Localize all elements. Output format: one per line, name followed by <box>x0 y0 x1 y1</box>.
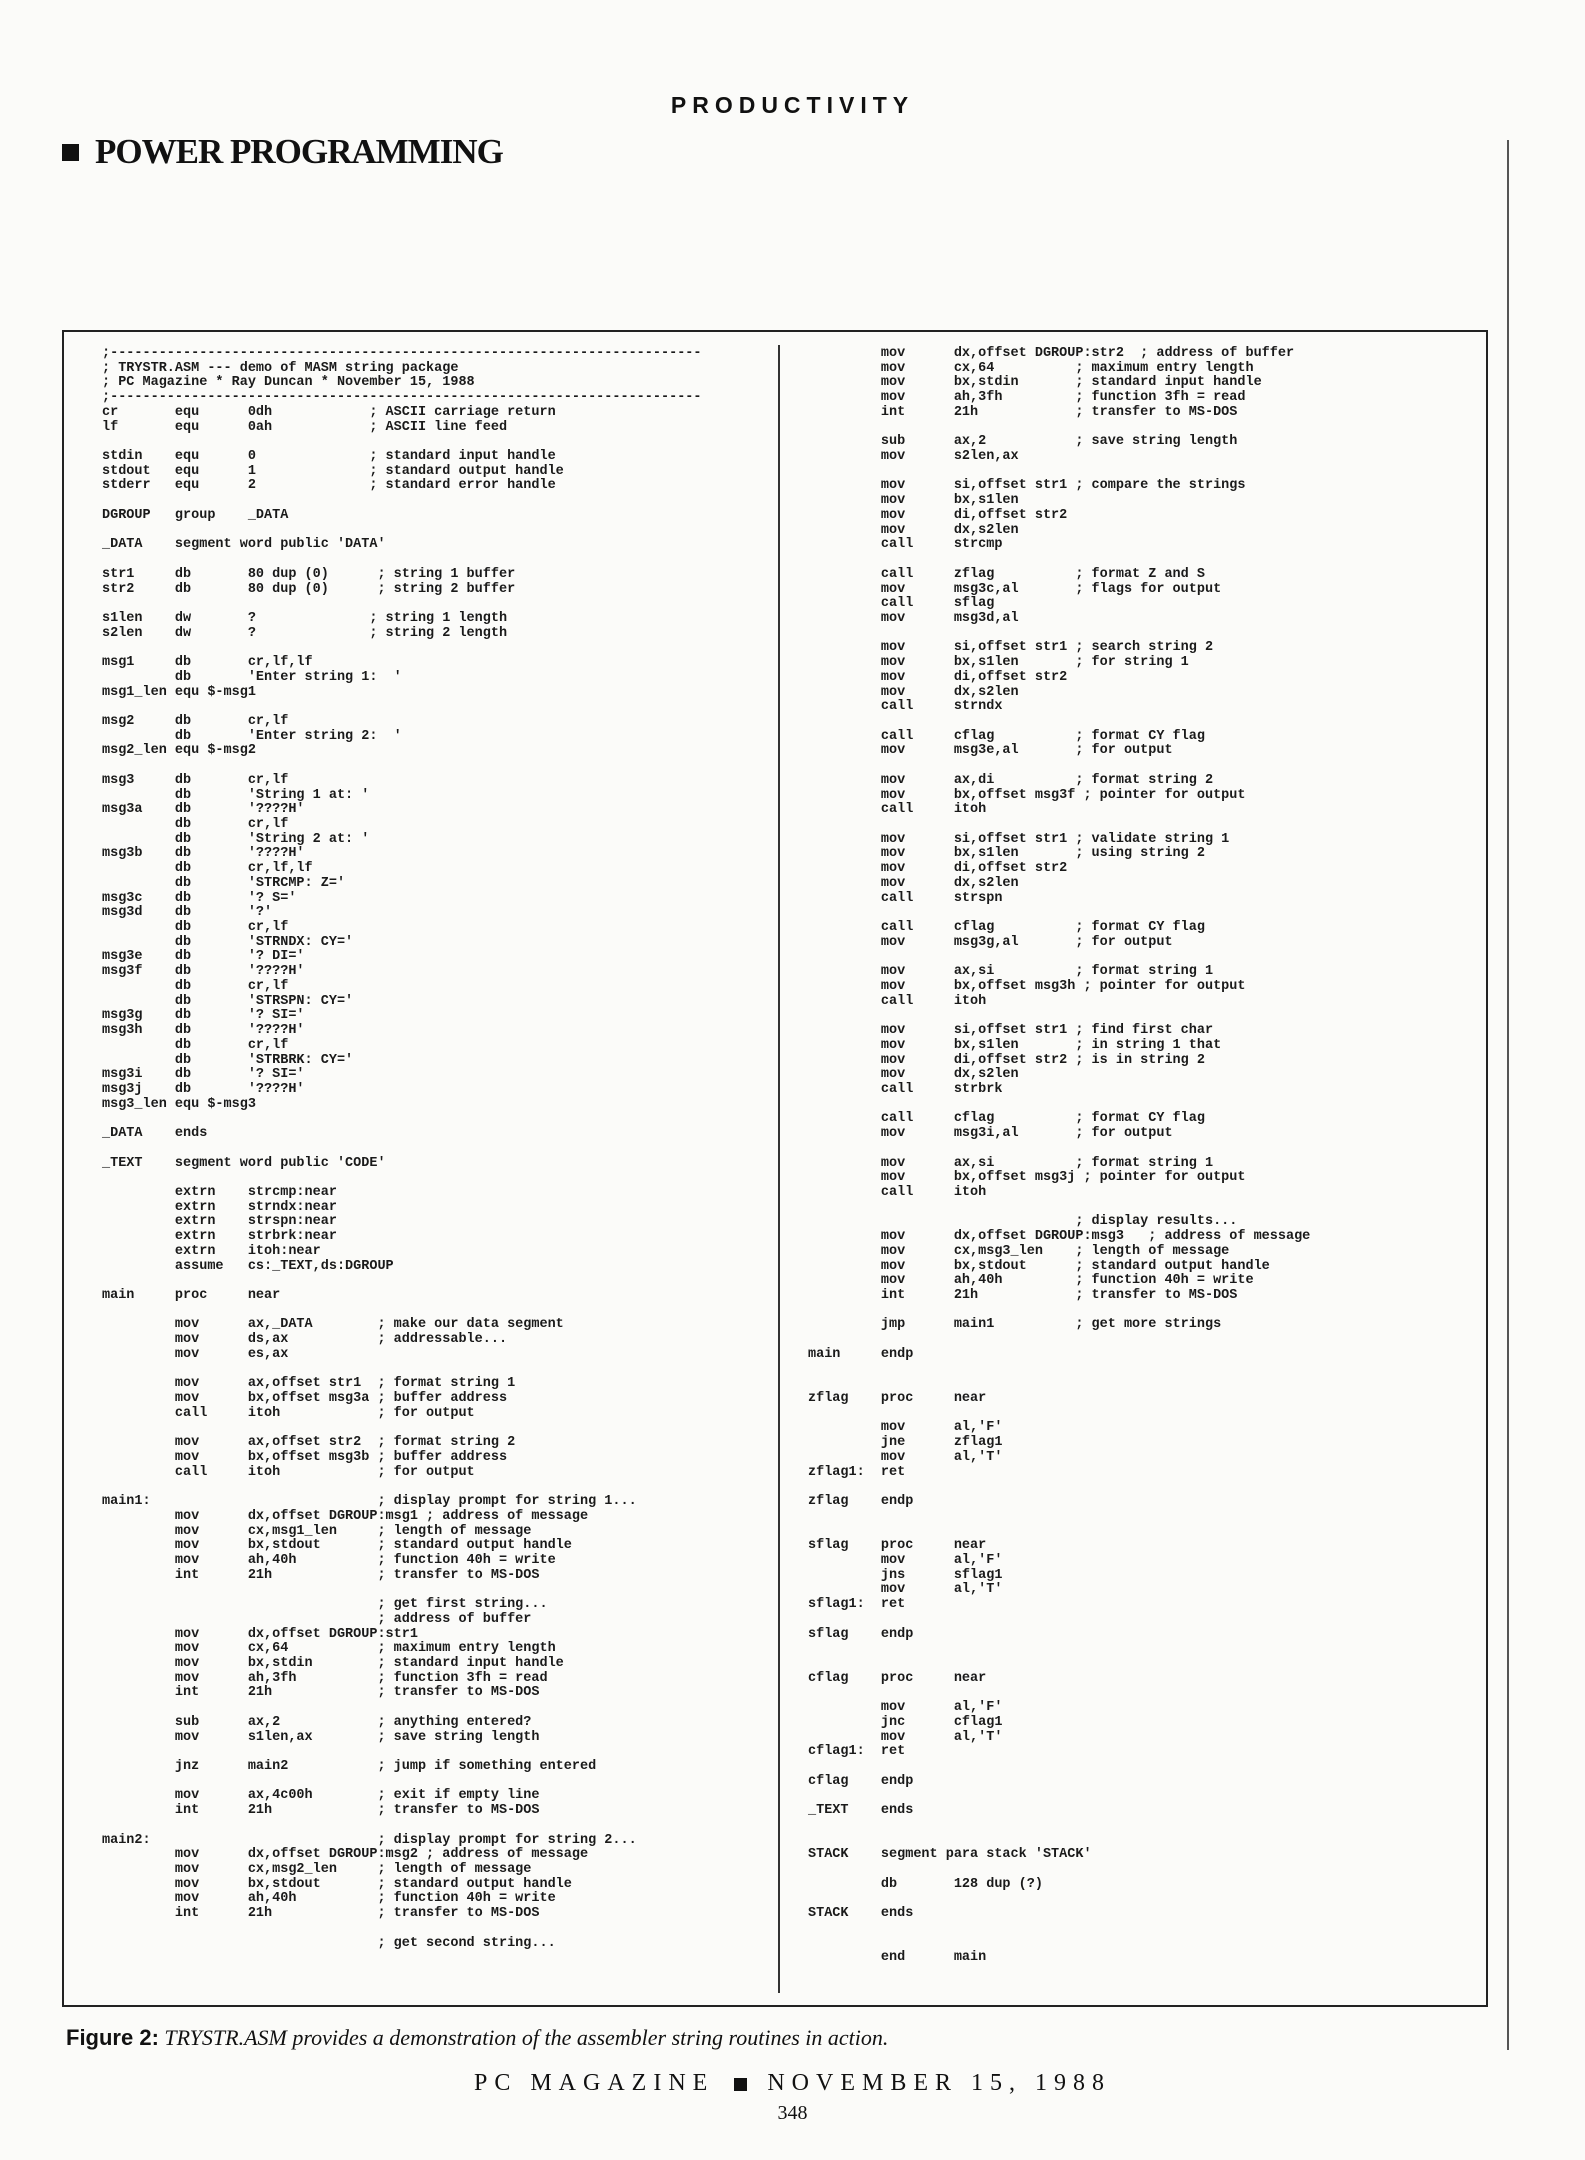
code-left-line <box>102 1304 702 1319</box>
code-left-line <box>102 700 702 715</box>
code-left-line: str1 db 80 dup (0) ; string 1 buffer <box>102 566 516 582</box>
code-left-line: db cr,lf <box>102 817 289 832</box>
code-left-line: db cr,lf <box>102 1037 289 1053</box>
code-left-line: msg3i db '? SI=' <box>102 1067 305 1083</box>
code-left-line: _TEXT segment word public 'CODE' <box>102 1155 386 1171</box>
code-right-line <box>808 1480 1310 1495</box>
code-right-line: call cflag ; format CY flag <box>808 728 1205 744</box>
code-left-line: int 21h ; transfer to MS-DOS <box>102 1906 540 1922</box>
code-right-line: zflag1: ret <box>808 1464 906 1480</box>
code-left-line: s1len dw ? ; string 1 length <box>102 610 508 626</box>
code-right-line: mov ax,di ; format string 2 <box>808 772 1214 788</box>
code-left-line: lf equ 0ah ; ASCII line feed <box>102 419 508 435</box>
code-left-line: int 21h ; transfer to MS-DOS <box>102 1567 540 1583</box>
code-left-line: s2len dw ? ; string 2 length <box>102 625 508 641</box>
code-left-line: mov dx,offset DGROUP:str1 <box>102 1626 418 1642</box>
code-right-line: call cflag ; format CY flag <box>808 920 1205 936</box>
code-right-line: mov al,'F' <box>808 1420 1003 1436</box>
page-footer <box>0 2070 1585 2097</box>
code-left-line <box>102 1775 702 1790</box>
code-left-line: extrn strndx:near <box>102 1199 337 1215</box>
code-right-line <box>808 906 1310 921</box>
code-left-line: db 'Enter string 1: ' <box>102 669 402 685</box>
code-left-line: mov ax,offset str1 ; format string 1 <box>102 1376 516 1392</box>
code-left-line: ; PC Magazine * Ray Duncan * November 15, 1988 <box>102 375 475 391</box>
code-right-line: mov si,offset str1 ; find first char <box>808 1023 1214 1039</box>
code-left-line <box>102 1171 702 1186</box>
code-left-line: mov ax,4c00h ; exit if empty line <box>102 1788 540 1804</box>
section-header: PRODUCTIVITY <box>670 92 915 118</box>
code-right-line: call strndx <box>808 699 1003 715</box>
code-left-line <box>102 435 702 450</box>
code-left-line: msg3 db cr,lf <box>102 772 289 788</box>
code-left-line: call itoh ; for output <box>102 1464 475 1480</box>
footer-publication: PC MAGAZINE <box>473 2070 715 2096</box>
code-left-line: db cr,lf <box>102 920 289 936</box>
code-left-line: db 'String 1 at: ' <box>102 787 370 803</box>
code-right-line: mov dx,s2len <box>808 522 1019 538</box>
code-right-line: jnc cflag1 <box>808 1714 1003 1730</box>
code-left-line <box>102 1480 702 1495</box>
code-right-line: mov bx,s1len ; for string 1 <box>808 655 1189 671</box>
code-left-line: ;------------------------------------------------------------------------- <box>102 346 702 361</box>
code-left-line <box>102 641 702 656</box>
code-left-line: msg2 db cr,lf <box>102 713 289 729</box>
code-right-line: sflag endp <box>808 1626 914 1642</box>
code-right-line: sub ax,2 ; save string length <box>808 434 1238 450</box>
code-right-line <box>808 1863 1310 1878</box>
code-right-line: mov bx,s1len <box>808 493 1019 509</box>
code-right-line: mov al,'T' <box>808 1729 1003 1745</box>
code-right-line: mov dx,s2len <box>808 875 1019 891</box>
code-right-line <box>808 1363 1310 1378</box>
code-right-line: mov msg3g,al ; for output <box>808 934 1173 950</box>
code-left-line: mov ah,40h ; function 40h = write <box>102 1552 556 1568</box>
code-right-line <box>808 1834 1310 1849</box>
code-left-line: mov s1len,ax ; save string length <box>102 1729 540 1745</box>
code-right-line: call sflag <box>808 596 995 612</box>
code-left-line: mov bx,offset msg3a ; buffer address <box>102 1391 508 1407</box>
code-right-line: mov msg3d,al <box>808 610 1019 626</box>
code-left-line: msg3f db '????H' <box>102 964 305 980</box>
code-left-line: stderr equ 2 ; standard error handle <box>102 478 556 494</box>
code-right-line: mov di,offset str2 <box>808 669 1068 685</box>
code-right-line: mov bx,offset msg3h ; pointer for output <box>808 978 1246 994</box>
code-right-line: db 128 dup (?) <box>808 1876 1043 1892</box>
code-left-line: DGROUP group _DATA <box>102 507 289 523</box>
code-right-line: mov al,'T' <box>808 1582 1003 1598</box>
caption-text: TRYSTR.ASM provides a demonstration of the assembler string routines in action. <box>164 2025 889 2050</box>
code-left-line: extrn itoh:near <box>102 1243 321 1259</box>
code-left-line: sub ax,2 ; anything entered? <box>102 1714 532 1730</box>
code-left-line: db 'STRBRK: CY=' <box>102 1052 354 1068</box>
code-left-line: stdout equ 1 ; standard output handle <box>102 463 564 479</box>
code-left-line <box>102 1363 702 1378</box>
code-right-line: call zflag ; format Z and S <box>808 566 1205 582</box>
code-right-line: mov dx,s2len <box>808 684 1019 700</box>
code-left-line: stdin equ 0 ; standard input handle <box>102 449 556 465</box>
code-left-line: mov ah,40h ; function 40h = write <box>102 1891 556 1907</box>
code-right-line <box>808 1333 1310 1348</box>
code-right-line: ; display results... <box>808 1214 1238 1230</box>
code-left-line: main proc near <box>102 1288 281 1303</box>
code-left-line: int 21h ; transfer to MS-DOS <box>102 1803 540 1819</box>
code-left-line: main1: ; display prompt for string 1... <box>102 1494 637 1510</box>
code-left-line: msg3_len equ $-msg3 <box>102 1096 256 1112</box>
page-headline <box>62 132 503 172</box>
code-left-line: db 'STRSPN: CY=' <box>102 993 354 1009</box>
code-left-line <box>102 1701 702 1716</box>
code-right-line: call strcmp <box>808 537 1003 553</box>
code-right-line: mov cx,64 ; maximum entry length <box>808 360 1254 376</box>
code-left-line: _DATA ends <box>102 1126 208 1142</box>
code-right-line <box>808 1613 1310 1628</box>
code-left-line: cr equ 0dh ; ASCII carriage return <box>102 404 556 420</box>
code-left-line: mov bx,stdin ; standard input handle <box>102 1655 564 1671</box>
code-right-line: sflag1: ret <box>808 1597 906 1613</box>
headline-text: POWER PROGRAMMING <box>95 132 503 171</box>
code-left-line: db 'STRCMP: Z=' <box>102 875 346 891</box>
footer-date: NOVEMBER 15, 1988 <box>767 2070 1111 2096</box>
code-right-line: mov msg3e,al ; for output <box>808 743 1173 759</box>
code-left-line: main2: ; display prompt for string 2... <box>102 1832 637 1848</box>
code-left-line: mov ds,ax ; addressable... <box>102 1332 508 1348</box>
code-right-line: _TEXT ends <box>808 1803 914 1819</box>
code-right-line <box>808 950 1310 965</box>
code-right-line: jne zflag1 <box>808 1435 1003 1451</box>
code-right-line: sflag proc near <box>808 1538 987 1554</box>
code-left-line: ;------------------------------------------------------------------------- <box>102 390 702 406</box>
code-left-line: mov es,ax <box>102 1346 289 1362</box>
code-left-line: msg1_len equ $-msg1 <box>102 684 256 700</box>
code-left-line <box>102 1142 702 1157</box>
code-left-line <box>102 1112 702 1127</box>
code-left-line: msg3j db '????H' <box>102 1081 305 1097</box>
code-left-line: mov bx,stdout ; standard output handle <box>102 1876 572 1892</box>
code-left-line <box>102 1421 702 1436</box>
code-left-line <box>102 1819 702 1834</box>
code-left-line: mov dx,offset DGROUP:msg1 ; address of message <box>102 1508 589 1524</box>
code-right-line: cflag proc near <box>808 1670 987 1686</box>
code-right-line: mov si,offset str1 ; compare the strings <box>808 478 1246 494</box>
code-left-line: msg3c db '? S=' <box>102 890 297 906</box>
code-right-line: mov bx,s1len ; using string 2 <box>808 846 1205 862</box>
code-right-line <box>808 818 1310 833</box>
code-left-line <box>102 597 702 612</box>
code-left-line: jnz main2 ; jump if something entered <box>102 1759 597 1774</box>
code-right-line: int 21h ; transfer to MS-DOS <box>808 404 1238 420</box>
figure-caption <box>66 2025 888 2051</box>
caption-label: Figure 2: <box>66 2025 159 2050</box>
code-right-line: STACK segment para stack 'STACK' <box>808 1847 1092 1863</box>
code-right-line: main endp <box>808 1346 914 1362</box>
code-right-line: mov ah,40h ; function 40h = write <box>808 1273 1254 1289</box>
code-right-line <box>808 1642 1310 1657</box>
code-right-line: call cflag ; format CY flag <box>808 1111 1205 1127</box>
code-left-line: mov ah,3fh ; function 3fh = read <box>102 1670 548 1686</box>
code-left-line: ; get second string... <box>102 1935 556 1951</box>
code-left-line <box>102 1922 702 1937</box>
code-right-line: mov msg3i,al ; for output <box>808 1126 1173 1142</box>
code-right-line <box>808 1657 1310 1672</box>
code-right-line <box>808 553 1310 568</box>
code-right-line: mov bx,s1len ; in string 1 that <box>808 1037 1222 1053</box>
code-right-line: int 21h ; transfer to MS-DOS <box>808 1288 1238 1303</box>
footer-separator-icon <box>734 2078 747 2091</box>
code-left-line: extrn strbrk:near <box>102 1229 337 1245</box>
code-left-line: db 'STRNDX: CY=' <box>102 934 354 950</box>
code-right-line <box>808 1407 1310 1422</box>
code-left-line <box>102 553 702 568</box>
code-left-line: msg1 db cr,lf,lf <box>102 655 313 671</box>
code-right-line: mov s2len,ax <box>808 449 1019 465</box>
code-right-line <box>808 627 1310 642</box>
code-left-line: msg3a db '????H' <box>102 802 305 818</box>
code-right-line <box>808 1377 1310 1392</box>
code-right-line: mov dx,offset DGROUP:str2 ; address of buffer <box>808 346 1295 361</box>
code-right-line: mov al,'T' <box>808 1449 1003 1465</box>
code-right-line <box>808 1304 1310 1319</box>
headline-bullet-icon <box>62 144 79 161</box>
code-right-line: cflag1: ret <box>808 1744 906 1760</box>
code-right-line: end main <box>808 1950 987 1966</box>
code-right-line: mov al,'F' <box>808 1700 1003 1716</box>
code-left-line: ; get first string... <box>102 1597 548 1613</box>
code-right-line <box>808 1819 1310 1834</box>
code-left-line: msg3b db '????H' <box>102 846 305 862</box>
code-left-line: msg3d db '?' <box>102 905 273 921</box>
code-right-line <box>808 1789 1310 1804</box>
code-left-line: int 21h ; transfer to MS-DOS <box>102 1685 540 1701</box>
code-right-line: mov ax,si ; format string 1 <box>808 1155 1214 1171</box>
code-right-line: mov cx,msg3_len ; length of message <box>808 1243 1230 1259</box>
code-right-line: jns sflag1 <box>808 1567 1003 1583</box>
code-right-line: mov di,offset str2 <box>808 861 1068 877</box>
code-left-line: extrn strspn:near <box>102 1214 337 1230</box>
code-left-line: mov bx,offset msg3b ; buffer address <box>102 1449 508 1465</box>
code-right-line: call strspn <box>808 890 1003 906</box>
code-right-line <box>808 1686 1310 1701</box>
code-left-line: mov cx,msg2_len ; length of message <box>102 1862 532 1878</box>
code-right-line <box>808 1142 1310 1157</box>
code-right-line: cflag endp <box>808 1773 914 1789</box>
page-right-rule <box>1507 140 1509 2050</box>
code-left-line: ; TRYSTR.ASM --- demo of MASM string package <box>102 360 459 376</box>
code-left-line: mov ax,offset str2 ; format string 2 <box>102 1435 516 1451</box>
code-right-line <box>808 1937 1310 1952</box>
code-left-line <box>102 1274 702 1289</box>
code-right-line <box>808 1009 1310 1024</box>
code-left-line: call itoh ; for output <box>102 1405 475 1421</box>
code-right-line: zflag endp <box>808 1494 914 1510</box>
code-left-line <box>102 1583 702 1598</box>
code-right-line: mov bx,offset msg3j ; pointer for output <box>808 1170 1246 1186</box>
code-left-line: assume cs:_TEXT,ds:DGROUP <box>102 1258 394 1274</box>
code-left-line: extrn strcmp:near <box>102 1184 337 1200</box>
code-left-line: db 'String 2 at: ' <box>102 831 370 847</box>
code-right-line <box>808 1525 1310 1540</box>
code-right-line: mov ah,3fh ; function 3fh = read <box>808 390 1246 406</box>
code-right-line: STACK ends <box>808 1906 914 1922</box>
code-right-line: mov bx,stdin ; standard input handle <box>808 375 1262 391</box>
code-left-line: mov bx,stdout ; standard output handle <box>102 1538 572 1554</box>
code-listing-left <box>102 347 702 1951</box>
code-right-line: mov bx,offset msg3f ; pointer for output <box>808 787 1246 803</box>
code-right-line: mov dx,offset DGROUP:msg3 ; address of message <box>808 1229 1311 1245</box>
code-right-line: jmp main1 ; get more strings <box>808 1317 1222 1333</box>
code-right-line <box>808 1760 1310 1775</box>
code-left-line <box>102 759 702 774</box>
code-right-line: mov dx,s2len <box>808 1067 1019 1083</box>
code-left-line: db cr,lf <box>102 978 289 994</box>
code-right-line: mov al,'F' <box>808 1552 1003 1568</box>
code-left-line: db 'Enter string 2: ' <box>102 728 402 744</box>
code-right-line <box>808 421 1310 436</box>
code-right-line: zflag proc near <box>808 1391 987 1407</box>
code-left-line: db cr,lf,lf <box>102 861 313 877</box>
code-right-line <box>808 759 1310 774</box>
code-right-line <box>808 1510 1310 1525</box>
code-left-line <box>102 1745 702 1760</box>
code-left-line: msg3e db '? DI=' <box>102 949 305 965</box>
code-right-line: mov si,offset str1 ; validate string 1 <box>808 831 1230 847</box>
page-number: 348 <box>777 2102 808 2124</box>
code-right-line <box>808 1098 1310 1113</box>
code-right-line <box>808 465 1310 480</box>
code-right-line <box>808 715 1310 730</box>
code-right-line: mov di,offset str2 ; is in string 2 <box>808 1052 1205 1068</box>
code-right-line: call itoh <box>808 993 987 1009</box>
code-left-line: ; address of buffer <box>102 1611 532 1627</box>
code-left-line: str2 db 80 dup (0) ; string 2 buffer <box>102 581 516 597</box>
code-right-line: mov di,offset str2 <box>808 507 1068 523</box>
code-left-line: mov dx,offset DGROUP:msg2 ; address of message <box>102 1847 589 1863</box>
code-left-line: mov cx,msg1_len ; length of message <box>102 1523 532 1539</box>
code-right-line <box>808 1201 1310 1216</box>
code-left-line: msg3g db '? SI=' <box>102 1008 305 1024</box>
code-right-line <box>808 1922 1310 1937</box>
code-right-line: call itoh <box>808 802 987 818</box>
code-left-line: mov ax,_DATA ; make our data segment <box>102 1317 564 1333</box>
code-listing-right <box>808 347 1310 1966</box>
code-left-line: mov cx,64 ; maximum entry length <box>102 1641 556 1657</box>
code-right-line: call strbrk <box>808 1081 1003 1097</box>
code-right-line: mov si,offset str1 ; search string 2 <box>808 640 1214 656</box>
column-divider <box>778 345 780 1993</box>
code-right-line: mov msg3c,al ; flags for output <box>808 581 1222 597</box>
code-left-line: msg3h db '????H' <box>102 1023 305 1039</box>
code-left-line <box>102 524 702 539</box>
code-left-line <box>102 494 702 509</box>
code-right-line: call itoh <box>808 1184 987 1200</box>
code-right-line <box>808 1892 1310 1907</box>
code-right-line: mov ax,si ; format string 1 <box>808 964 1214 980</box>
code-right-line: mov bx,stdout ; standard output handle <box>808 1258 1270 1274</box>
code-left-line: msg2_len equ $-msg2 <box>102 743 256 759</box>
code-left-line: _DATA segment word public 'DATA' <box>102 537 386 553</box>
